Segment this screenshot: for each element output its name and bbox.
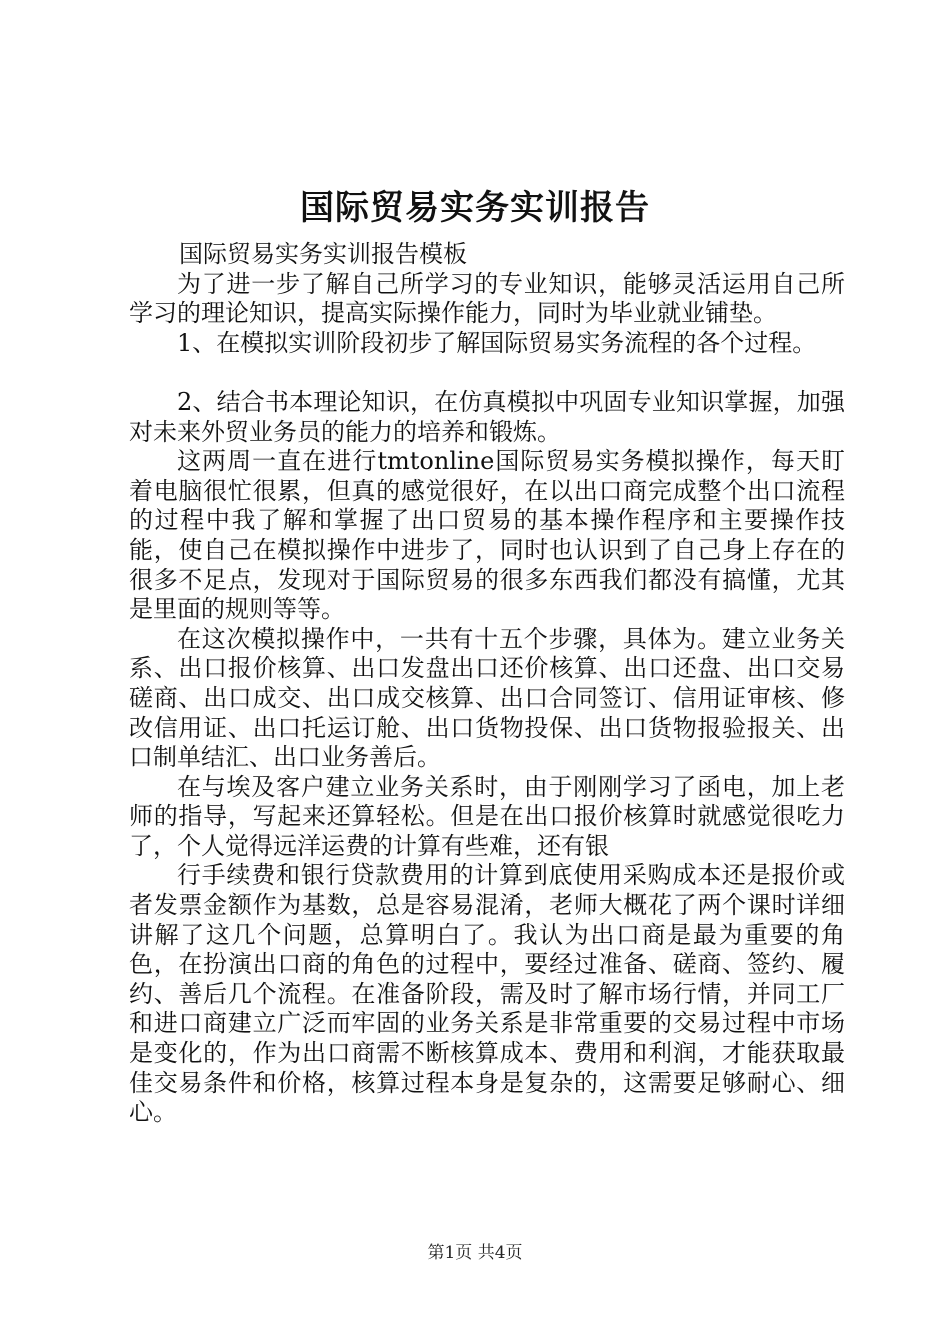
paragraph-steps: 在这次模拟操作中，一共有十五个步骤，具体为。建立业务关系、出口报价核算、出口发盘出口还价核算、出口还盘、出口交易磋商、出口成交、出口成交核算、出口合同签订、信用证审核、修改信用证、出口托运订舱、出口货物投保、出口货物报验报关、出口制单结汇、出口业务善后。 — [129, 624, 845, 772]
paragraph-item-1: 1、在模拟实训阶段初步了解国际贸易实务流程的各个过程。 — [177, 328, 817, 357]
document-body — [129, 240, 845, 1128]
paragraph-item-2: 2、结合书本理论知识，在仿真模拟中巩固专业知识掌握，加强对未来外贸业务员的能力的培养和锻炼。 — [129, 387, 845, 446]
paragraph-fees: 行手续费和银行贷款费用的计算到底使用采购成本还是报价或者发票金额作为基数，总是容易混淆，老师大概花了两个课时详细讲解了这几个问题，总算明白了。我认为出口商是最为重要的角色，在扮演出口商的角色的过程中，要经过准备、磋商、签约、履约、善后几个流程。在准备阶段，需及时了解市场行情，并同工厂和进口商建立广泛而牢固的业务关系是非常重要的交易过程中市场是变化的，作为出口商需不断核算成本、费用和利润，才能获取最佳交易条件和价格，核算过程本身是复杂的，这需要足够耐心、细心。 — [129, 861, 845, 1127]
document-title: 国际贸易实务实训报告 — [300, 188, 650, 228]
document-subtitle: 国际贸易实务实训报告模板 — [179, 240, 467, 268]
paragraph-client-relations: 在与埃及客户建立业务关系时，由于刚刚学习了函电，加上老师的指导，写起来还算轻松。但是在出口报价核算时就感觉很吃力了，个人觉得远洋运费的计算有些难，还有银 — [129, 772, 845, 860]
paragraph-purpose: 为了进一步了解自己所学习的专业知识，能够灵活运用自己所学习的理论知识，提高实际操作能力，同时为毕业就业铺垫。 — [129, 269, 845, 328]
page-number-footer: 第1页 共4页 — [427, 1243, 523, 1263]
paragraph-experience: 这两周一直在进行tmtonline国际贸易实务模拟操作，每天盯着电脑很忙很累，但真的感觉很好，在以出口商完成整个出口流程的过程中我了解和掌握了出口贸易的基本操作程序和主要操作技能，使自己在模拟操作中进步了，同时也认识到了自己身上存在的很多不足点，发现对于国际贸易的很多东西我们都没有搞懂，尤其是里面的规则等等。 — [129, 447, 845, 624]
